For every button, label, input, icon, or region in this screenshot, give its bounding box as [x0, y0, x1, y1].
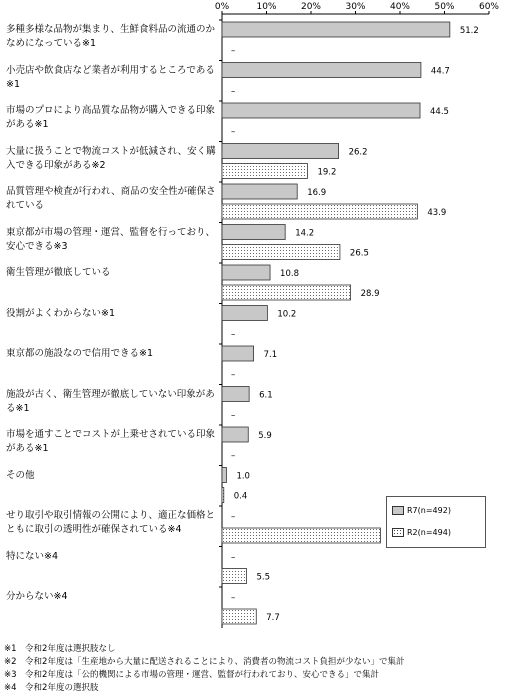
bar-r2 [222, 528, 380, 543]
bar-r7 [222, 144, 339, 159]
data-label-r7: – [231, 552, 236, 563]
data-label-r7: – [231, 593, 236, 603]
bar-r7 [222, 387, 249, 402]
bar-r7 [222, 184, 297, 199]
note-3: ※3 令和2年度は「公的機関による市場の管理・運営、監督が行われており、安心できる」で集計 [4, 670, 379, 680]
data-label-r2: – [231, 410, 236, 421]
bar-r7 [222, 468, 226, 483]
category-label: 東京都の施設なので信用できる※1 [6, 348, 154, 359]
category-label: 多種多様な品物が集まり、生鮮食料品の流通のかなめになっている※1 [6, 24, 216, 49]
category-label: 市場を通すことでコストが上乗せされている印象がある※1 [6, 429, 216, 454]
category-label: 分からない※4 [6, 591, 68, 602]
data-label-r2: 43.9 [427, 208, 447, 218]
category-label: 衛生管理が徹底している [6, 267, 111, 278]
data-label-r7: 14.2 [295, 228, 315, 239]
data-label-r2: 7.7 [266, 613, 280, 623]
data-label-r2: 5.5 [256, 572, 271, 583]
category-label: 東京都が市場の管理・運営、監督を行っており、安心できる※3 [6, 226, 216, 252]
data-label-r2: 19.2 [317, 167, 337, 178]
bar-r2 [222, 204, 417, 219]
category-label: 施設が古く、衛生管理が徹底していない印象がある※1 [6, 388, 215, 414]
data-label-r7: 44.7 [430, 66, 450, 77]
x-tick-label: 20% [300, 2, 322, 12]
data-label-r7: 51.2 [459, 26, 479, 36]
x-tick-label: 0% [214, 2, 230, 12]
x-tick-label: 50% [434, 2, 455, 12]
legend-label-r7: R7(n=492) [407, 506, 451, 515]
bar-r2 [222, 245, 340, 260]
note-2: ※2 令和2年度は「生産地から大量に配送されることにより、消費者の物流コスト負担が少ない」で集計 [4, 657, 405, 667]
data-label-r2: 26.5 [349, 248, 369, 259]
bar-r7 [222, 265, 270, 280]
data-label-r2: – [231, 329, 236, 340]
category-label: 市場のプロにより高品質な品物が購入できる印象がある※1 [6, 105, 216, 130]
category-label: せり取引や取引情報の公開により、適正な価格とともに取引の透明性が確保されている※4 [6, 510, 216, 535]
bar-r7 [222, 225, 285, 240]
data-label-r2: 28.9 [360, 289, 380, 299]
data-label-r7: 6.1 [259, 390, 273, 401]
category-label: 特にない※4 [6, 550, 59, 562]
data-label-r7: 7.1 [263, 350, 278, 360]
data-label-r7: – [231, 512, 236, 522]
bar-r7 [222, 63, 421, 78]
note-1: ※1 令和2年度は選択肢なし [4, 644, 116, 654]
x-tick-label: 10% [256, 2, 277, 12]
data-label-r7: 5.9 [258, 431, 272, 441]
data-label-r2: – [231, 370, 236, 380]
data-label-r2: – [231, 127, 236, 137]
data-label-r7: 10.2 [277, 309, 297, 320]
note-4: ※4 令和2年度の選択肢 [4, 683, 99, 693]
category-label: 役割がよくわからない※1 [6, 307, 116, 319]
bar-r7 [222, 22, 450, 37]
bar-r7 [222, 306, 267, 321]
bar-r2 [222, 164, 307, 179]
x-tick-label: 30% [345, 2, 366, 12]
bar-r7 [222, 103, 420, 118]
data-label-r7: 16.9 [307, 188, 327, 198]
bar-r2 [222, 488, 224, 503]
data-label-r2: – [231, 451, 236, 461]
data-label-r2: 0.4 [233, 491, 248, 502]
category-label: 小売店や飲食店など業者が利用するところである※1 [6, 64, 215, 90]
bar-r7 [222, 427, 248, 442]
data-label-r7: 1.0 [236, 471, 250, 482]
category-label: 大量に扱うことで物流コストが低減され、安く購入できる印象がある※2 [6, 145, 216, 171]
x-tick-label: 60% [478, 2, 500, 12]
legend-swatch-r7 [392, 506, 404, 515]
x-tick-label: 40% [389, 2, 411, 12]
data-label-r7: 44.5 [430, 107, 449, 117]
data-label-r2: – [231, 46, 236, 56]
bar-r2 [222, 569, 246, 584]
bar-r2 [222, 285, 351, 300]
legend-item-r2 [392, 528, 451, 537]
bar-r7 [222, 346, 254, 361]
legend [386, 496, 486, 548]
category-label: その他 [6, 469, 35, 481]
data-label-r7: 26.2 [348, 147, 368, 158]
data-label-r7: 10.8 [280, 269, 299, 279]
bar-r2 [222, 609, 256, 624]
category-label: 品質管理や検査が行われ、商品の安全性が確保されている [6, 186, 216, 211]
legend-label-r2: R2(n=494) [407, 528, 451, 537]
legend-item-r7 [392, 506, 451, 515]
legend-swatch-r2 [392, 528, 404, 537]
data-label-r2: – [231, 86, 236, 97]
